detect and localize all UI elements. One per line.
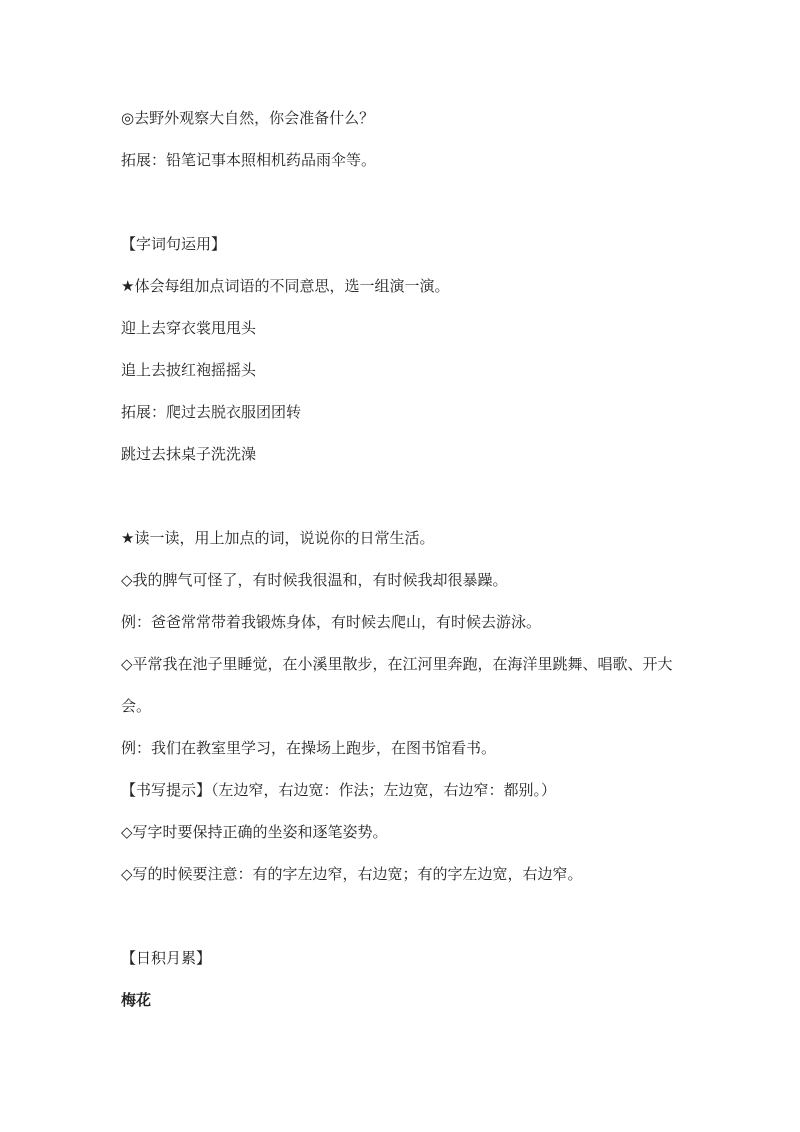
sentence-line: ◇平常我在池子里睡觉，在小溪里散步，在江河里奔跑，在海洋里跳舞、唱歌、开大 — [121, 655, 673, 673]
extension-line: 拓展：爬过去脱衣服团团转 — [121, 403, 302, 421]
example-line: 例：我们在教室里学习，在操场上跑步，在图书馆看书。 — [121, 739, 497, 757]
poem-title: 梅花 — [121, 991, 152, 1009]
word-group-line: 迎上去穿衣裳甩甩头 — [121, 319, 257, 337]
sentence-line: ◇我的脾气可怪了，有时候我很温和，有时候我却很暴躁。 — [121, 571, 508, 589]
tip-line: ◇写字时要保持正确的坐姿和逐笔姿势。 — [121, 823, 388, 841]
tip-line: ◇写的时候要注意：有的字左边窄，右边宽；有的字左边宽，右边窄。 — [121, 865, 583, 883]
task-line: ★体会每组加点词语的不同意思，选一组演一演。 — [121, 277, 450, 295]
extension-line: 拓展：铅笔记事本照相机药品雨伞等。 — [121, 151, 377, 169]
word-group-line: 追上去披红袍摇摇头 — [121, 361, 257, 379]
example-line: 例：爸爸常常带着我锻炼身体，有时候去爬山，有时候去游泳。 — [121, 613, 542, 631]
question-line: ◎去野外观察大自然，你会准备什么？ — [121, 109, 375, 127]
word-group-line: 跳过去抹桌子洗洗澡 — [121, 445, 257, 463]
task-line: ★读一读，用上加点的词，说说你的日常生活。 — [121, 529, 435, 547]
section-heading: 【日积月累】 — [121, 949, 212, 967]
section-heading: 【字词句运用】 — [121, 235, 227, 253]
sentence-continuation: 会。 — [121, 697, 152, 715]
writing-tip-heading: 【书写提示】（左边窄，右边宽：作法；左边宽，右边窄：都别。） — [121, 781, 557, 799]
